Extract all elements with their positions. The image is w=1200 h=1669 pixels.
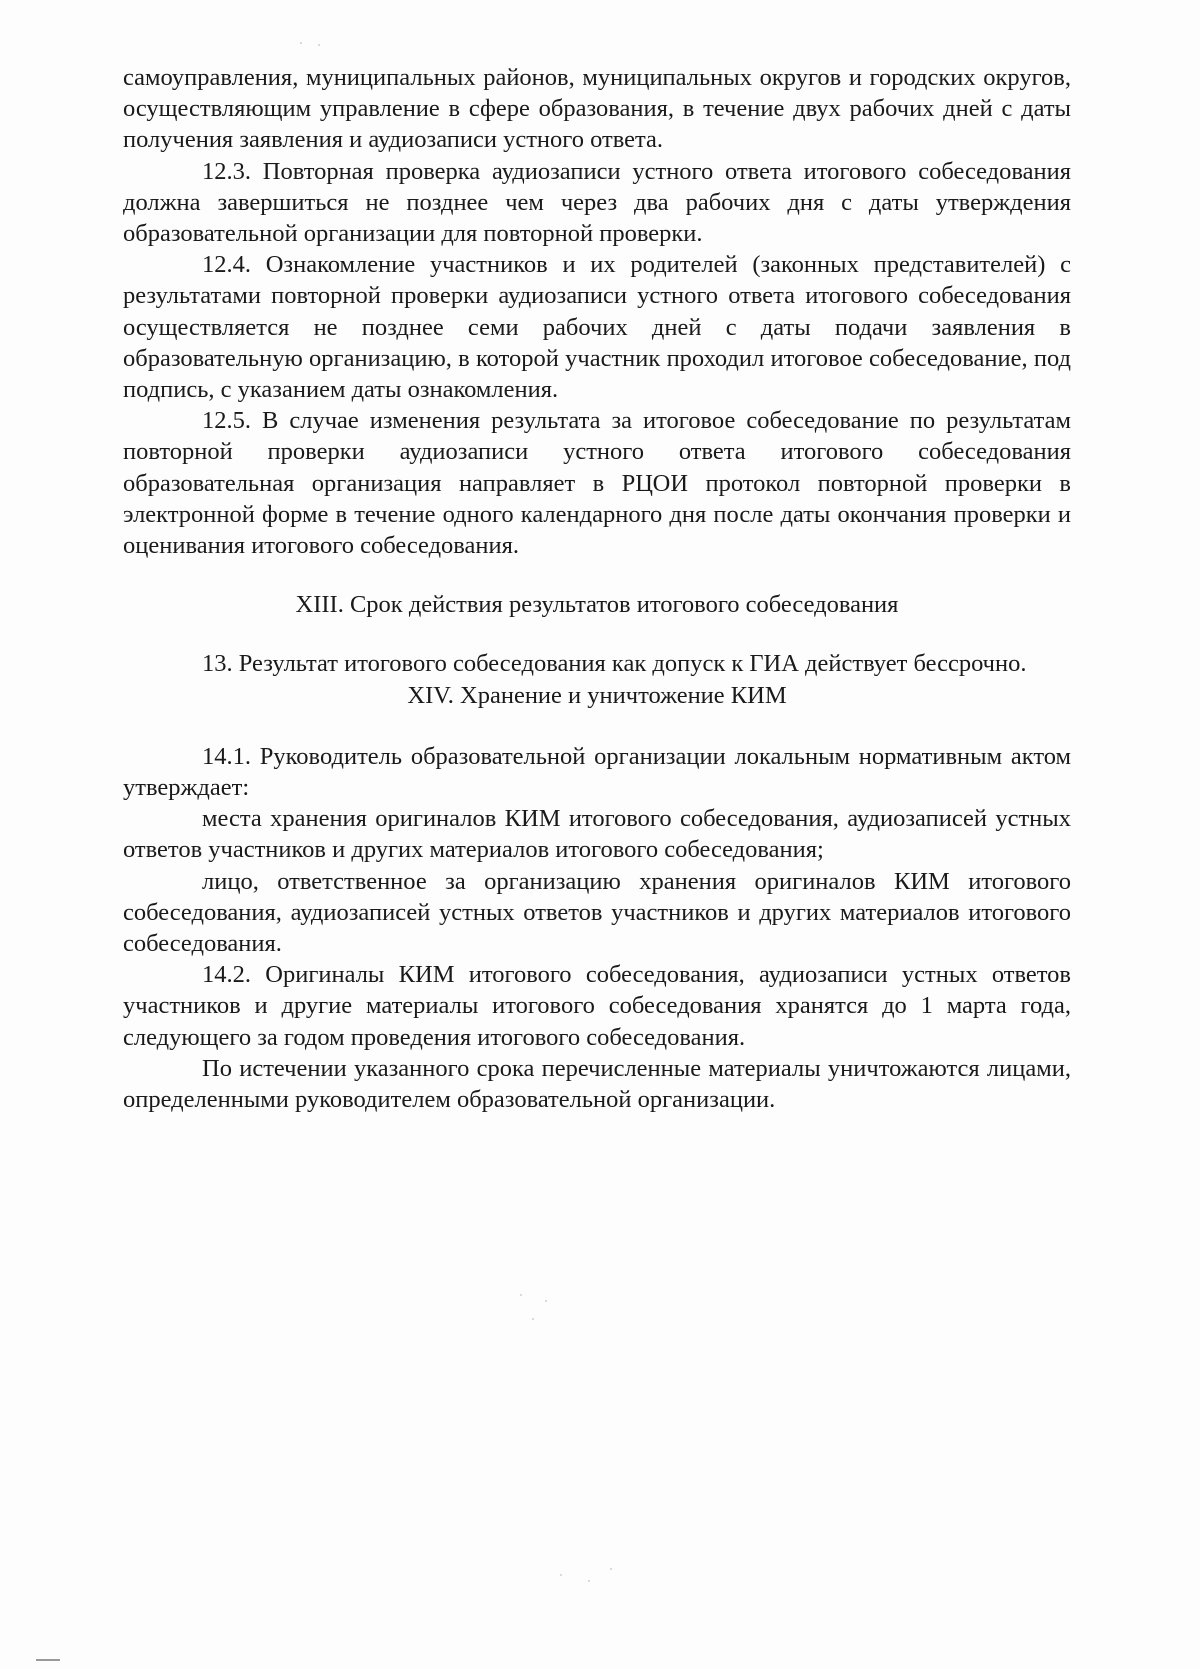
scan-speck xyxy=(545,1300,547,1302)
spacer xyxy=(123,561,1071,589)
document-body xyxy=(123,62,1071,1115)
scan-speck xyxy=(300,42,302,44)
section-14-heading: XIV. Хранение и уничтожение КИМ xyxy=(407,681,787,709)
paragraph-14-1-item-responsible-person: лицо, ответственное за организацию хранения оригиналов КИМ итогового собеседования, аудиозаписей устных ответов участников и других материалов итогового собеседования. xyxy=(123,867,1071,958)
section-13-heading: XIII. Срок действия результатов итогового собеседования xyxy=(295,591,899,619)
spacer xyxy=(123,620,1071,648)
spacer xyxy=(123,711,1071,741)
scan-speck xyxy=(560,1574,562,1576)
scan-speck xyxy=(588,1580,590,1582)
scan-speck xyxy=(610,1568,612,1570)
paragraph-12-4: 12.4. Ознакомление участников и их родителей (законных представителей) с результатами повторной проверки аудиозаписи устного ответа итогового собеседования осуществляется не позднее семи рабочих дней с даты подачи заявления в образовательную организацию, в которой участник проходил итоговое собеседование, под подпись, с указанием даты ознакомления. xyxy=(123,251,1071,404)
paragraph-13: 13. Результат итогового собеседования как допуск к ГИА действует бессрочно. xyxy=(202,650,1027,678)
scan-speck xyxy=(532,1318,534,1320)
paragraph-14-2: 14.2. Оригиналы КИМ итогового собеседования, аудиозаписи устных ответов участников и другие материалы итогового собеседования хранятся до 1 марта года, следующего за годом проведения итогового собеседования. xyxy=(123,961,1071,1051)
scan-edge-mark xyxy=(36,1659,60,1661)
paragraph-14-2-destruction: По истечении указанного срока перечисленные материалы уничтожаются лицами, определенными руководителем образовательной организации. xyxy=(123,1054,1071,1114)
paragraph-12-2-continuation: самоуправления, муниципальных районов, муниципальных округов и городских округов, осуществляющим управление в сфере образования, в течение двух рабочих дней с даты получения заявления и аудиозаписи устного ответа. xyxy=(123,64,1071,154)
paragraph-14-1: 14.1. Руководитель образовательной организации локальным нормативным актом утверждает: xyxy=(123,742,1071,802)
scan-speck xyxy=(520,1294,522,1296)
paragraph-12-5: 12.5. В случае изменения результата за итоговое собеседование по результатам повторной проверки аудиозаписи устного ответа итогового собеседования образовательная организация направляет в РЦОИ протокол повторной проверки в электронной форме в течение одного календарного дня после даты окончания проверки и оценивания итогового собеседования. xyxy=(123,407,1071,560)
paragraph-12-3: 12.3. Повторная проверка аудиозаписи устного ответа итогового собеседования должна завершиться не позднее чем через два рабочих дня с даты утверждения образовательной организации для повторной проверки. xyxy=(123,157,1071,248)
paragraph-14-1-item-storage-places: места хранения оригиналов КИМ итогового собеседования, аудиозаписей устных ответов участников и других материалов итогового собеседования; xyxy=(123,805,1071,864)
scan-speck xyxy=(318,44,320,46)
